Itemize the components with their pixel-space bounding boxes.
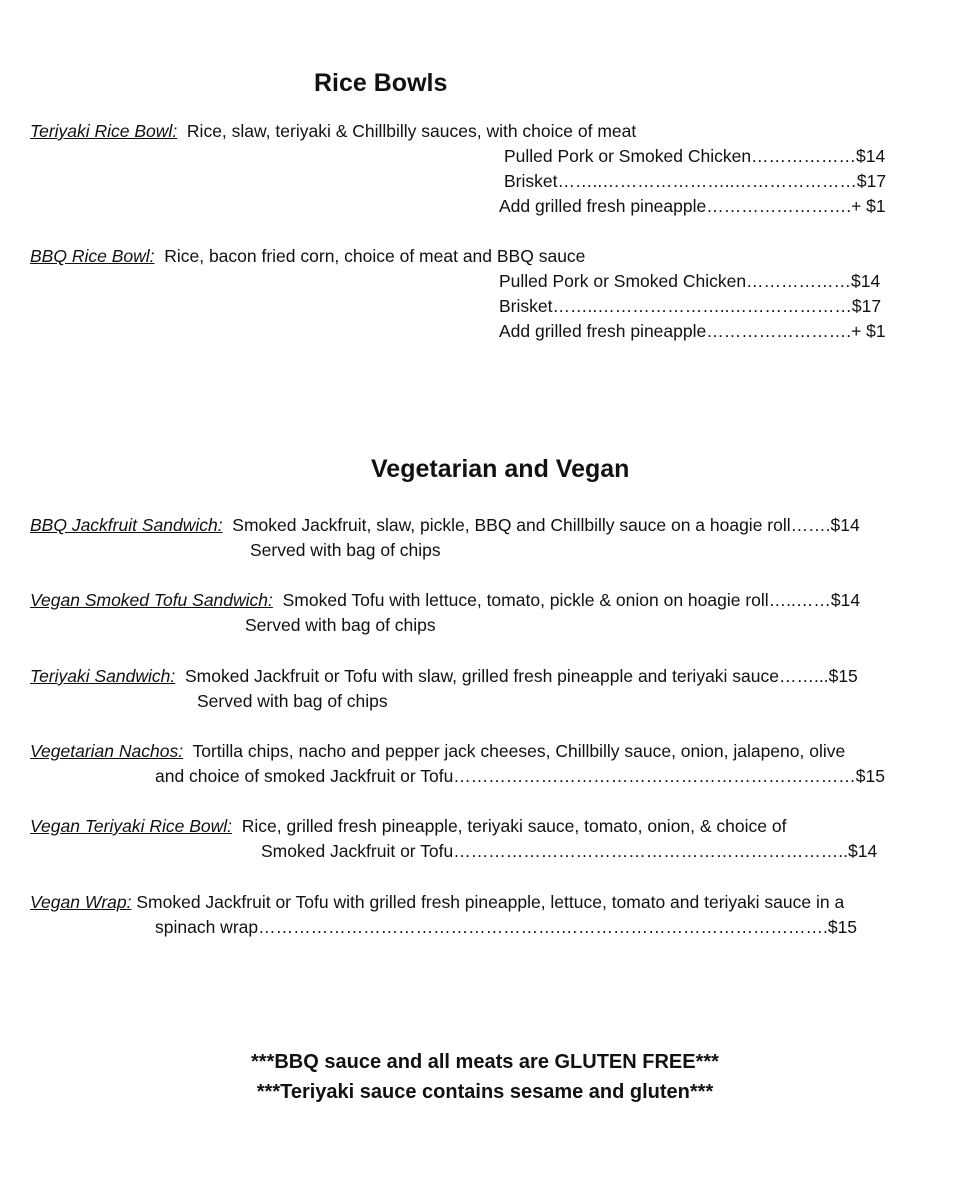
item-description: Tortilla chips, nacho and pepper jack cheeses, Chillbilly sauce, onion, jalapeno, olive (183, 741, 846, 761)
item-name: Vegan Wrap: (30, 892, 132, 912)
price-option: Brisket……..…………………..…………………$17 (504, 171, 887, 191)
price-option: Pulled Pork or Smoked Chicken………………$14 (504, 146, 886, 166)
bbq-rice-bowl-line (30, 244, 585, 268)
item-description: Smoked Jackfruit or Tofu with slaw, grilled fresh pineapple and teriyaki sauce……...$15 (175, 666, 858, 686)
price-option: Add grilled fresh pineapple…………………….+ $1 (499, 321, 886, 341)
item-description: Rice, bacon fried corn, choice of meat and BBQ sauce (154, 246, 586, 266)
item-name: Vegan Smoked Tofu Sandwich: (30, 590, 273, 610)
item-note: Served with bag of chips (250, 540, 441, 560)
allergen-note: ***Teriyaki sauce contains sesame and gluten*** (256, 1081, 714, 1103)
price-option: Brisket……..…………………..…………………$17 (499, 296, 882, 316)
item-description: Smoked Jackfruit or Tofu with grilled fresh pineapple, lettuce, tomato and teriyaki sauce in a (131, 892, 845, 912)
menu-item-line (30, 814, 786, 838)
menu-item-line (30, 739, 845, 763)
menu-item-line (30, 588, 860, 612)
item-note: Served with bag of chips (245, 615, 436, 635)
teriyaki-rice-bowl-line (30, 119, 636, 143)
item-description: Rice, slaw, teriyaki & Chillbilly sauces, with choice of meat (177, 121, 637, 141)
item-description: Smoked Tofu with lettuce, tomato, pickle & onion on hoagie roll…..……$14 (272, 590, 861, 610)
item-name: Vegan Teriyaki Rice Bowl: (30, 816, 232, 836)
price-option: Pulled Pork or Smoked Chicken………………$14 (499, 271, 881, 291)
item-name: BBQ Rice Bowl: (30, 246, 155, 266)
menu-item-line (30, 890, 844, 914)
item-note: and choice of smoked Jackfruit or Tofu……………………………………………………………$15 (155, 766, 886, 786)
menu-item-line (30, 664, 858, 688)
item-note: spinach wrap…………………………………………….……………………………………….$15 (155, 917, 858, 937)
item-name: BBQ Jackfruit Sandwich: (30, 515, 223, 535)
vegetarian-vegan-title: Vegetarian and Vegan (371, 455, 630, 483)
gluten-free-note: ***BBQ sauce and all meats are GLUTEN FREE*** (251, 1051, 719, 1073)
rice-bowls-title: Rice Bowls (314, 69, 448, 97)
item-description: Smoked Jackfruit, slaw, pickle, BBQ and Chillbilly sauce on a hoagie roll…….$14 (222, 515, 860, 535)
price-option: Add grilled fresh pineapple…………………….+ $1 (499, 196, 886, 216)
menu-item-line (30, 513, 860, 537)
item-name: Teriyaki Rice Bowl: (30, 121, 178, 141)
item-description: Rice, grilled fresh pineapple, teriyaki sauce, tomato, onion, & choice of (232, 816, 787, 836)
item-name: Vegetarian Nachos: (30, 741, 184, 761)
item-note: Served with bag of chips (197, 691, 388, 711)
item-name: Teriyaki Sandwich: (30, 666, 176, 686)
item-note: Smoked Jackfruit or Tofu…………………………………………………………..$14 (261, 841, 878, 861)
